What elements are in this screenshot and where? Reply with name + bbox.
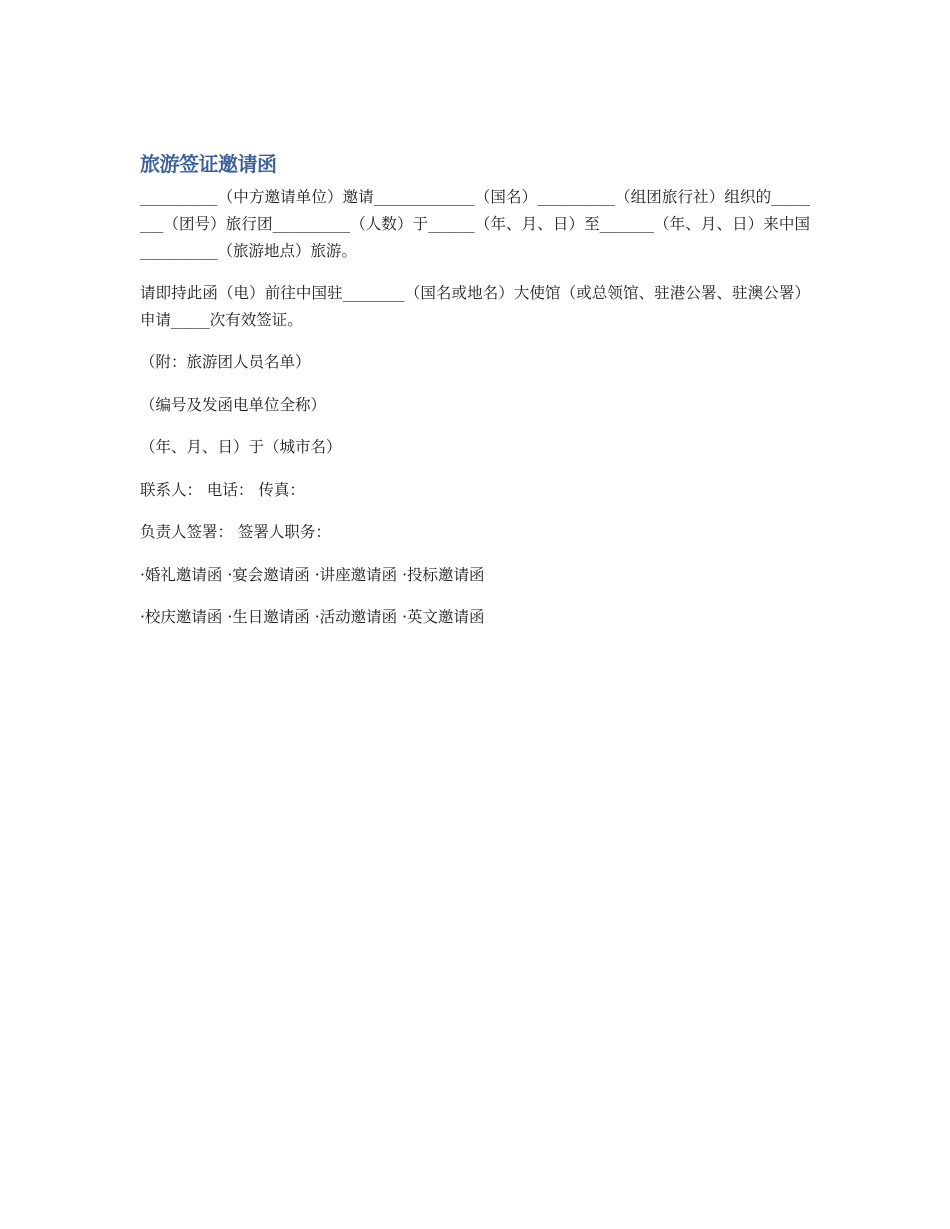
related-links-row-2: ·校庆邀请函 ·生日邀请函 ·活动邀请函 ·英文邀请函 — [140, 608, 485, 626]
document-title: 旅游签证邀请函 — [140, 152, 277, 176]
signature-line: 负责人签署： 签署人职务： — [140, 523, 331, 541]
contact-line: 联系人： 电话： 传真： — [140, 480, 305, 499]
attachment-note: （附：旅游团人员名单） — [140, 353, 311, 371]
body-paragraph-visa-application: 请即持此函（电）前往中国驻________（国名或地名）大使馆（或总领馆、驻港公署、驻澳公署）申请_____次有效签证。 — [140, 284, 810, 329]
date-place: （年、月、日）于（城市名） — [140, 438, 342, 456]
related-links-row-1: ·婚礼邀请函 ·宴会邀请函 ·讲座邀请函 ·投标邀请函 — [140, 565, 485, 584]
sender-info: （编号及发函电单位全称） — [140, 395, 327, 414]
body-paragraph-invitation: __________（中方邀请单位）邀请_____________（国名）__________（组团旅行社）组织的________（团号）旅行团__________（人数）于______（年、月、日）至_______（年、月、日）来中国__________（旅游地点）旅游。 — [140, 188, 810, 260]
document-page — [140, 150, 810, 647]
